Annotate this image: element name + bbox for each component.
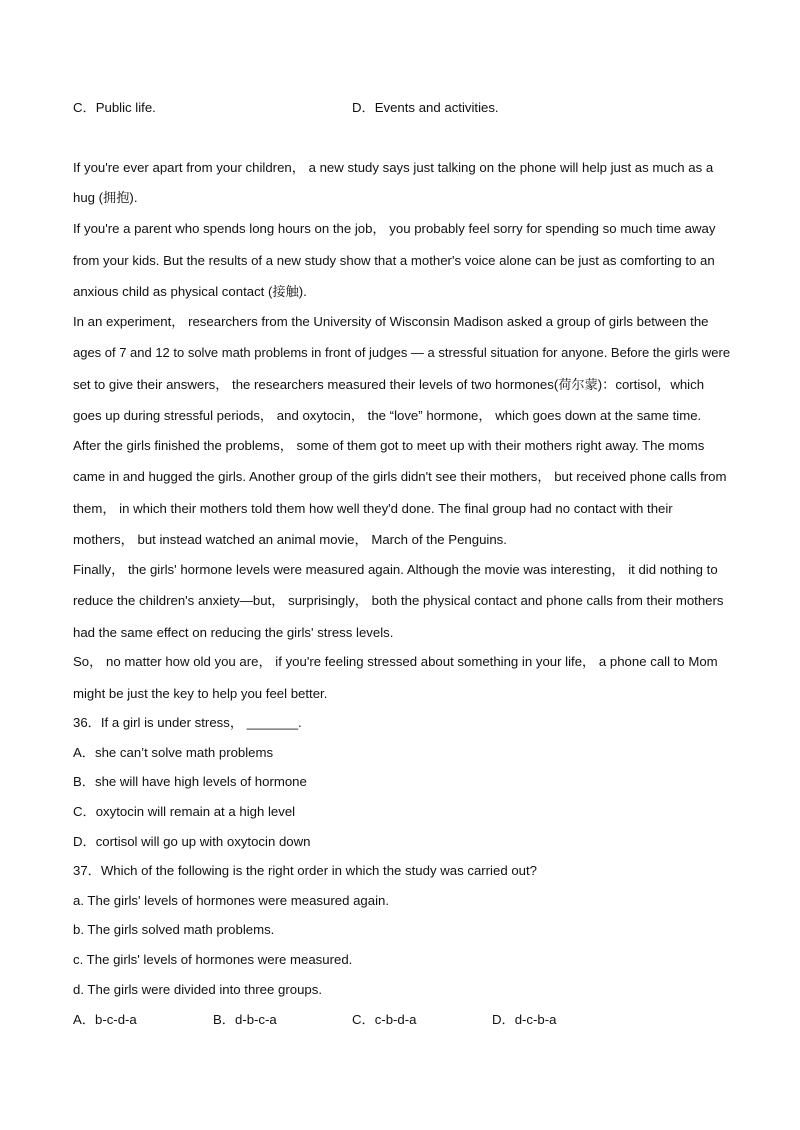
passage-line: mothers， but instead watched an animal movie， March of the Penguins. (73, 532, 507, 547)
passage-line: came in and hugged the girls. Another group of the girls didn't see their mothers， but received phone calls from (73, 469, 727, 484)
passage-line: might be just the key to help you feel better. (73, 686, 328, 701)
question-stem: 36．If a girl is under stress， _______. (73, 715, 302, 730)
answer-option-a: A．b-c-d-a (73, 1012, 137, 1027)
passage-line: reduce the children's anxiety—but， surprisingly， both the physical contact and phone calls from their mothers (73, 593, 724, 608)
option-c: C．Public life. (73, 100, 156, 115)
passage-line: set to give their answers， the researchers measured their levels of two hormones(荷尔蒙)：cortisol，which (73, 377, 705, 392)
answer-option-d: D．d-c-b-a (492, 1012, 557, 1027)
answer-option-c: C．c-b-d-a (352, 1012, 417, 1027)
passage-line: ages of 7 and 12 to solve math problems in front of judges — a stressful situation for anyone. Before the girls were (73, 345, 731, 360)
question-stem: 37．Which of the following is the right order in which the study was carried out? (73, 863, 537, 878)
passage-line: Finally， the girls' hormone levels were measured again. Although the movie was interesting， it did nothing to (73, 562, 718, 577)
passage-line: them， in which their mothers told them how well they'd done. The final group had no contact with their (73, 501, 673, 516)
passage-line: had the same effect on reducing the girls' stress levels. (73, 625, 394, 640)
passage-line: So， no matter how old you are， if you're feeling stressed about something in your life， a phone call to Mom (73, 654, 718, 669)
order-item-d: d. The girls were divided into three groups. (73, 982, 322, 997)
passage-line: goes up during stressful periods， and oxytocin， the “love” hormone， which goes down at the same time. (73, 408, 702, 423)
answer-option-a: A．she can’t solve math problems (73, 745, 274, 760)
answer-option-d: D．cortisol will go up with oxytocin down (73, 834, 311, 849)
passage-line: If you're ever apart from your children， a new study says just talking on the phone will help just as much as a (73, 160, 714, 175)
order-item-a: a. The girls' levels of hormones were measured again. (73, 893, 390, 908)
order-item-c: c. The girls' levels of hormones were measured. (73, 952, 353, 967)
passage-line: After the girls finished the problems， some of them got to meet up with their mothers right away. The moms (73, 438, 705, 453)
passage-line: In an experiment， researchers from the University of Wisconsin Madison asked a group of girls between the (73, 314, 709, 329)
order-item-b: b. The girls solved math problems. (73, 922, 275, 937)
answer-option-c: C．oxytocin will remain at a high level (73, 804, 296, 819)
passage-line: hug (拥抱). (73, 190, 138, 205)
passage-line: from your kids. But the results of a new study show that a mother's voice alone can be just as comforting to an (73, 253, 715, 268)
option-d: D．Events and activities. (352, 100, 499, 115)
answer-option-b: B．d-b-c-a (213, 1012, 277, 1027)
passage-line: If you're a parent who spends long hours on the job， you probably feel sorry for spending so much time away (73, 221, 716, 236)
answer-option-b: B．she will have high levels of hormone (73, 774, 307, 789)
passage-line: anxious child as physical contact (接触). (73, 284, 307, 299)
